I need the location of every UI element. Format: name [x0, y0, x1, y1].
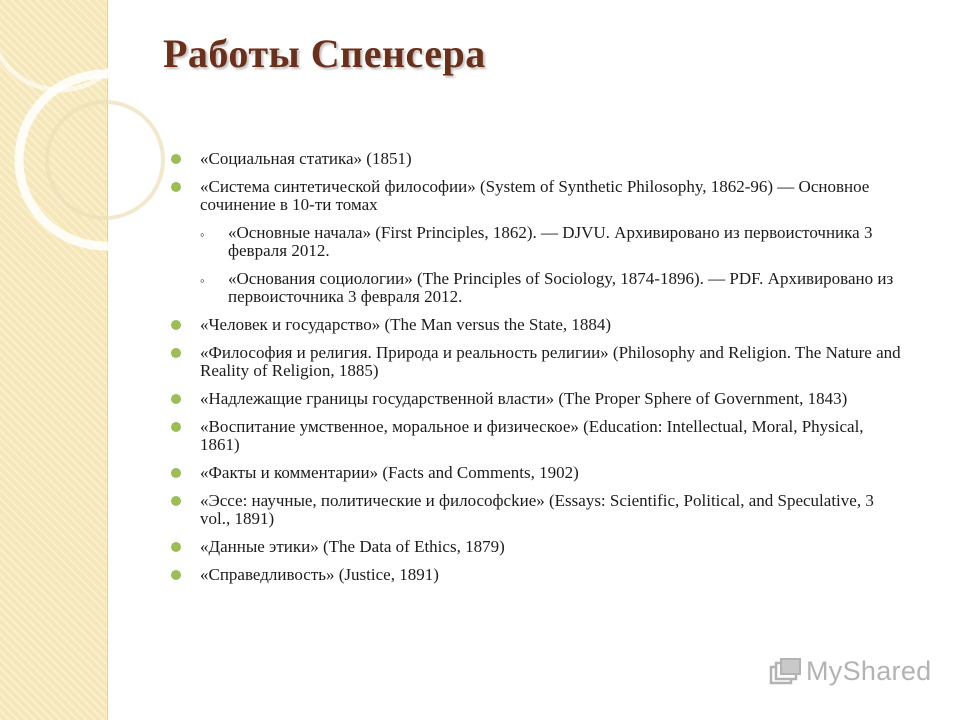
bullet-icon [171, 542, 181, 552]
myshared-watermark [768, 654, 932, 694]
circle-bullet-icon: ◦ [200, 273, 205, 288]
bullet-icon [171, 154, 181, 164]
list-item-text: «Факты и комментарии» (Facts and Comments, 1902) [200, 463, 579, 482]
list-item [164, 566, 904, 584]
sub-list-item-text: «Основные начала» (First Principles, 1862). — DJVU. Архивировано из первоисточника 3 февраля 2012. [228, 223, 873, 260]
list-item-text: «Данные этики» (The Data of Ethics, 1879) [200, 537, 505, 556]
list-item [164, 316, 904, 334]
sub-list-item [164, 224, 904, 260]
slide-title: Работы Спенсера [163, 31, 486, 76]
bullet-icon [171, 422, 181, 432]
list-item-text: «Философия и религия. Природа и реальность религии» (Philosophy and Religion. The Nature and Reality of Religion, 1885) [200, 343, 901, 380]
bullet-icon [171, 570, 181, 580]
sub-list-item [164, 270, 904, 306]
bullet-icon [171, 496, 181, 506]
bullet-icon [171, 468, 181, 478]
bullet-icon [171, 394, 181, 404]
list-item [164, 344, 904, 380]
bullet-icon [171, 320, 181, 330]
list-item [164, 492, 904, 528]
list-item-text: «Социальная статика» (1851) [200, 149, 412, 168]
watermark-text: MyShared [806, 656, 932, 686]
slides-stack-icon [768, 658, 802, 692]
bullet-icon [171, 182, 181, 192]
list-item-text: «Воспитание умственное, моральное и физическое» (Education: Intellectual, Moral, Physical, 1861) [200, 417, 864, 454]
list-item-text: «Справедливость» (Justice, 1891) [200, 565, 439, 584]
list-item-text: «Надлежащие границы государственной власти» (The Proper Sphere of Government, 1843) [200, 389, 848, 408]
list-item [164, 538, 904, 556]
list-item-text: «Человек и государство» (The Man versus the State, 1884) [200, 315, 612, 334]
works-list [164, 150, 904, 594]
list-item-text: «Эссе: научные, политические и философсkие» (Essays: Scientific, Political, and Speculative, 3 vol., 1891) [200, 491, 874, 528]
list-item [164, 178, 904, 214]
list-item [164, 390, 904, 408]
list-item [164, 464, 904, 482]
list-item-text: «Система синтетической философии» (System of Synthetic Philosophy, 1862-96) — Основное сочинение в 10-ти томах [200, 177, 870, 214]
list-item [164, 150, 904, 168]
sub-list-item-text: «Основания социологии» (The Principles of Sociology, 1874-1896). — PDF. Архивировано из первоисточника 3 февраля 2012. [228, 269, 894, 306]
list-item [164, 418, 904, 454]
bullet-icon [171, 348, 181, 358]
circle-bullet-icon: ◦ [200, 227, 205, 242]
